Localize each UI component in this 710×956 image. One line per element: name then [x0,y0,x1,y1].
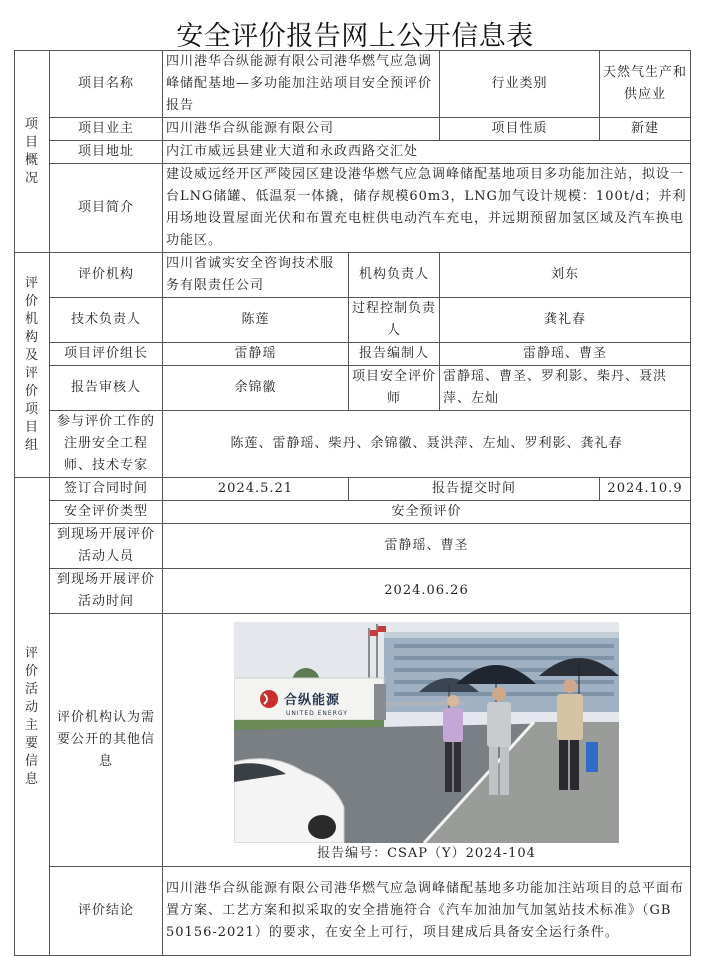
assessors-label: 项目安全评价师 [349,366,440,411]
nature-label: 项目性质 [440,118,600,141]
contract-label: 签订合同时间 [50,478,163,501]
address: 内江市威远县建业大道和永政西路交汇处 [163,141,691,164]
project-name: 四川港华合纵能源有限公司港华燃气应急调峰储配基地—多功能加注站项目安全预评价报告 [163,51,440,118]
writer: 雷静瑶、曹圣 [440,343,691,366]
reviewer: 余锦徽 [163,366,349,411]
section-org: 评价机构及评价项目组 [15,253,50,478]
leader: 雷静瑶 [163,343,349,366]
agency-label: 评价机构 [50,253,163,298]
reviewer-label: 报告审核人 [50,366,163,411]
public-info-label: 评价机构认为需要公开的其他信息 [50,614,163,867]
submit-label: 报告提交时间 [349,478,600,501]
engineers: 陈莲、雷静瑶、柴丹、余锦徽、聂洪萍、左灿、罗利影、龚礼春 [163,411,691,478]
process: 龚礼春 [440,298,691,343]
info-table [14,50,691,956]
conclusion: 四川港华合纵能源有限公司港华燃气应急调峰储配基地多功能加注站项目的总平面布置方案、工艺方案和拟采取的安全措施符合《汽车加油加气加氢站技术标准》（GB 50156-2021）的要求，在安全上可行，项目建成后具备安全运行条件。 [163,867,691,956]
head-label: 机构负责人 [349,253,440,298]
section-overview: 项目概况 [15,51,50,253]
nature: 新建 [600,118,691,141]
industry: 天然气生产和供应业 [600,51,691,118]
tech: 陈莲 [163,298,349,343]
time-label: 到现场开展评价活动时间 [50,569,163,614]
staff: 雷静瑶、曹圣 [163,524,691,569]
section-activity: 评价活动主要信息 [15,478,50,956]
project-name-label: 项目名称 [50,51,163,118]
address-label: 项目地址 [50,141,163,164]
engineers-label: 参与评价工作的注册安全工程师、技术专家 [50,411,163,478]
public-info [163,614,691,867]
submit: 2024.10.9 [600,478,691,501]
industry-label: 行业类别 [440,51,600,118]
site-photo-image [234,622,619,843]
agency: 四川省诚实安全咨询技术服务有限责任公司 [163,253,349,298]
tech-label: 技术负责人 [50,298,163,343]
time: 2024.06.26 [163,569,691,614]
conclusion-label: 评价结论 [50,867,163,956]
owner: 四川港华合纵能源有限公司 [163,118,440,141]
staff-label: 到现场开展评价活动人员 [50,524,163,569]
type-label: 安全评价类型 [50,501,163,524]
intro: 建设威远经开区严陵园区建设港华燃气应急调峰储配基地项目多功能加注站，拟设一台LNG储罐、低温泵一体撬，储存规模60m3，LNG加气设计规模：100t/d；并利用场地设置屋面光伏和布置充电桩供电动汽车充电，并远期预留加氢区域及汽车换电功能区。 [163,164,691,253]
owner-label: 项目业主 [50,118,163,141]
process-label: 过程控制负责人 [349,298,440,343]
report-number: 报告编号：CSAP（Y）2024-104 [317,845,536,861]
photo-sign-text: 合纵能源 [284,692,341,708]
photo-sign-en: UNITED ENERGY [286,709,348,717]
writer-label: 报告编制人 [349,343,440,366]
leader-label: 项目评价组长 [50,343,163,366]
intro-label: 项目简介 [50,164,163,253]
head: 刘东 [440,253,691,298]
type: 安全预评价 [163,501,691,524]
assessors: 雷静瑶、曹圣、罗利影、柴丹、聂洪萍、左灿 [440,366,691,411]
page-title: 安全评价报告网上公开信息表 [176,21,534,52]
contract: 2024.5.21 [163,478,349,501]
site-photo [234,622,619,843]
